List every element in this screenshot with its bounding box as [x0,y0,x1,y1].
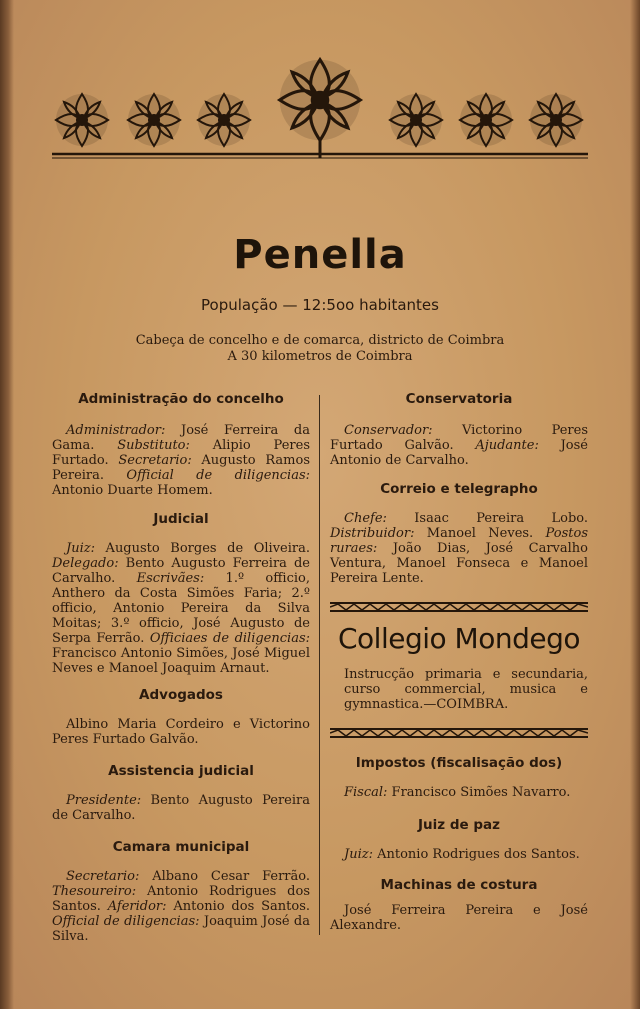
section-heading: Correio e telegrapho [380,481,538,497]
section-heading: Conservatoria [405,391,513,407]
section-assistencia [52,764,310,823]
column-divider [319,395,320,935]
population-line: População — 12:5oo habitantes [201,296,439,314]
section-text: Presidente: Bento Augusto Pereira de Carvalho. [52,793,310,823]
section-machinas [330,878,588,933]
section-text: Albino Maria Cordeiro e Victorino Peres Furtado Galvão. [52,717,310,747]
collegio-title: Collegio Mondego [338,622,580,655]
section-correio [330,482,588,586]
page-title: Penella [233,232,407,278]
section-heading: Judicial [153,511,209,527]
collegio-description: Instrucção primaria e secundaria, curso commercial, musica e gymnastica.—COIMBRA. [344,667,588,712]
section-heading: Impostos (fiscalisação dos) [355,755,563,771]
county-description-line: Cabeça de concelho e de comarca, districto de Coimbra [135,333,505,348]
section-heading: Camara municipal [112,839,250,855]
distance-line: A 30 kilometros de Coimbra [227,349,413,364]
section-text: José Ferreira Pereira e José Alexandre. [330,903,588,933]
section-heading: Advogados [139,687,223,703]
page-edge-shadow [630,0,640,1009]
section-judicial [52,512,310,676]
section-text: Secretario: Albano Cesar Ferrão. Thesoureiro: Antonio Rodrigues dos Santos. Aferidor: Antonio dos Santos. Official de diligencias: Joaquim José da Silva. [52,869,311,944]
book-spine-shadow [0,0,14,1009]
section-heading: Machinas de costura [380,877,538,893]
section-camara [52,840,310,944]
county-description [0,333,640,365]
section-heading: Juiz de paz [418,817,500,833]
section-administracao [52,392,310,498]
section-heading: Administração do concelho [78,391,284,407]
section-conservatoria [330,392,588,468]
section-text: Juiz: Augusto Borges de Oliveira. Delegado: Bento Augusto Ferreira de Carvalho. Escrivães: 1.º officio, Anthero da Costa Simões Faria; 2.º officio, Antonio Pereira da Silva Moitas; 3.º officio, José Augusto de Serpa Ferrão. Officiaes de diligencias: Francisco Antonio Simões, José Miguel Neves e Manoel Joaquim Arnaut. [52,541,310,676]
section-text: Chefe: Isaac Pereira Lobo. Distribuidor: Manoel Neves. Postos ruraes: João Dias, José Carvalho Ventura, Manoel Fonseca e Manoel Pereira Lente. [330,511,588,586]
section-text: Conservador: Victorino Peres Furtado Galvão. Ajudante: José Antonio de Carvalho. [330,423,588,468]
section-advogados [52,688,310,747]
section-heading: Assistencia judicial [108,763,254,779]
section-text: Administrador: José Ferreira da Gama. Substituto: Alipio Peres Furtado. Secretario: Augusto Ramos Pereira. Official de diligencias: Antonio Duarte Homem. [52,423,311,498]
floral-header-ornament [52,50,588,162]
section-impostos [330,756,588,800]
section-juiz-paz [330,818,588,862]
decorative-band [330,728,588,738]
decorative-band [330,602,588,612]
section-text: Juiz: Antonio Rodrigues dos Santos. [344,847,580,862]
section-text: Fiscal: Francisco Simões Navarro. [344,785,571,800]
